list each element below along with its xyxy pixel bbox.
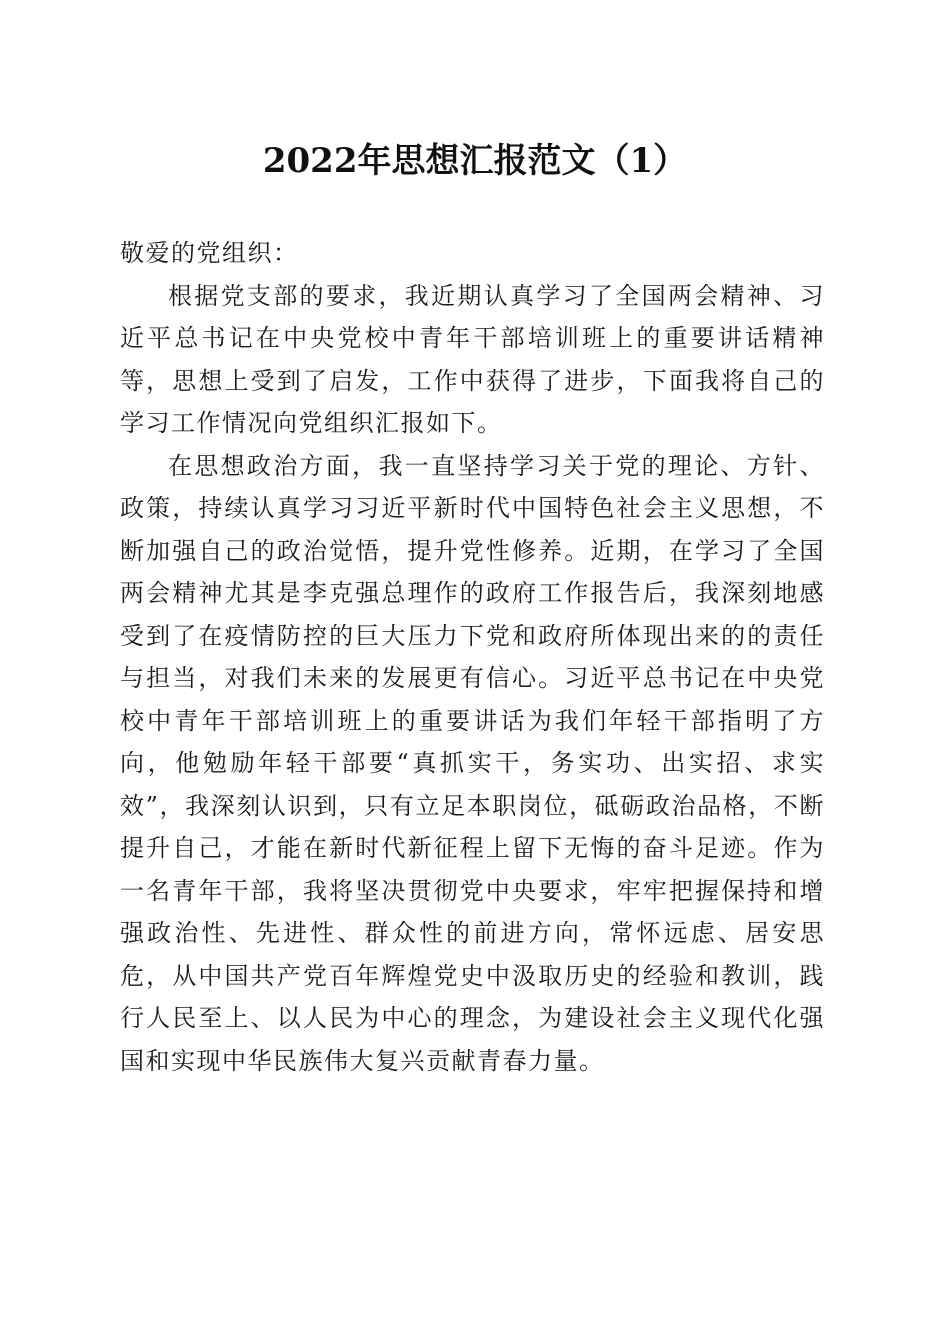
salutation: 敬爱的党组织：	[120, 239, 299, 267]
document-body	[120, 232, 825, 1082]
paragraph-2: 在思想政治方面，我一直坚持学习关于党的理论、方针、政策，持续认真学习习近平新时代中国特色社会主义思想，不断加强自己的政治觉悟，提升党性修养。近期，在学习了全国两会精神尤其是李克强总理作的政府工作报告后，我深刻地感受到了在疫情防控的巨大压力下党和政府所体现出来的的责任与担当，对我们未来的发展更有信心。习近平总书记在中央党校中青年干部培训班上的重要讲话为我们年轻干部指明了方向，他勉励年轻干部要“真抓实干，务实功、出实招、求实效”，我深刻认识到，只有立足本职岗位，砥砺政治品格，不断提升自己，才能在新时代新征程上留下无悔的奋斗足迹。作为一名青年干部，我将坚决贯彻党中央要求，牢牢把握保持和增强政治性、先进性、群众性的前进方向，常怀远虑、居安思危，从中国共产党百年辉煌党史中汲取历史的经验和教训，践行人民至上、以人民为中心的理念，为建设社会主义现代化强国和实现中华民族伟大复兴贡献青春力量。	[120, 451, 825, 1075]
paragraph-1: 根据党支部的要求，我近期认真学习了全国两会精神、习近平总书记在中央党校中青年干部培训班上的重要讲话精神等，思想上受到了启发，工作中获得了进步，下面我将自己的学习工作情况向党组织汇报如下。	[120, 281, 825, 437]
document-title: 2022年思想汇报范文（1）	[262, 141, 688, 181]
